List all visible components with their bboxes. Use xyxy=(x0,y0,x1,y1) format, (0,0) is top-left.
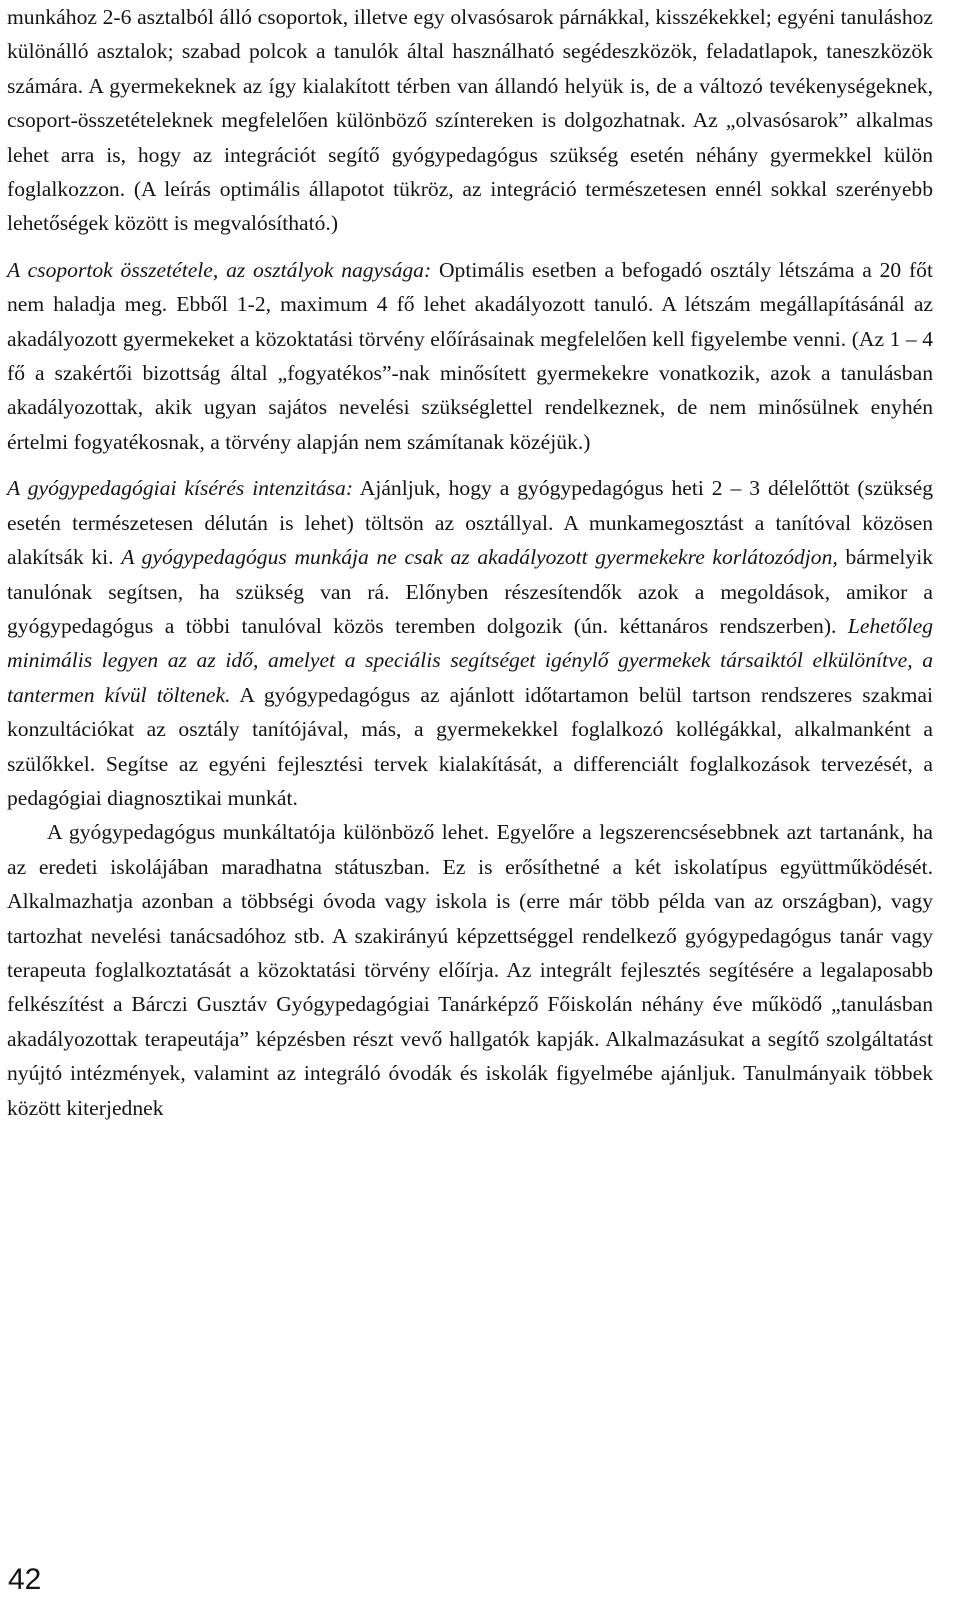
paragraph-text: A gyógypedagógus az ajánlott időtartamon belül tartson rendszeres szakmai konzultációkat az osztály tanítójával, más, a gyermekekkel foglalkozó kollégákkal, alkalmanként a szülőkkel. Segítse az egyéni fejlesztési tervek kialakítását, a differenciált foglalkozások tervezését, a pedagógiai diagnosztikai munkát. xyxy=(7,682,933,810)
italic-heading: A gyógypedagógiai kísérés intenzitása: xyxy=(7,476,354,501)
paragraph-group-composition xyxy=(7,253,933,459)
document-page xyxy=(7,0,933,1125)
italic-emphasis: Lehetőleg minimális legyen az az idő, amelyet a speciális segítséget igénylő gyermekek társaiktól elkülönítve, a tantermen kívül töltenek. xyxy=(7,613,933,707)
paragraph-classroom-layout xyxy=(7,0,933,241)
italic-emphasis: A gyógypedagógus munkája ne csak az akadályozott gyermekekre korlátozódjon, xyxy=(121,545,838,570)
page-number: 42 xyxy=(8,1563,42,1596)
paragraph-text: Optimális esetben a befogadó osztály létszáma a 20 főt nem haladja meg. Ebből 1-2, maximum 4 fő lehet akadályozott tanuló. A létszám megállapításánál az akadályozott gyermekeket a közoktatási törvény előírásainak megfelelően kell figyelembe venni. (Az 1 – 4 fő a szakértői bizottság által „fogyatékos”-nak minősített gyermekekre vonatkozik, azok a tanulásban akadályozottak, akik ugyan sajátos nevelési szükséglettel rendelkeznek, de nem minősülnek enyhén értelmi fogyatékosnak, a törvény alapján nem számítanak közéjük.) xyxy=(7,257,933,454)
paragraph-text: munkához 2-6 asztalból álló csoportok, illetve egy olvasósarok párnákkal, kisszékekkel; egyéni tanuláshoz különálló asztalok; szabad polcok a tanulók által használható segédeszközök, feladatlapok, taneszközök számára. A gyermekeknek az így kialakított térben van állandó helyük is, de a változó tevékenységeknek, csoport-összetételeknek megfelelően különböző színtereken is dolgozhatnak. Az „olvasósarok” alkalmas lehet arra is, hogy az integrációt segítő gyógypedagógus szükség esetén néhány gyermekkel külön foglalkozzon. (A leírás optimális állapotot tükröz, az integráció természetesen ennél sokkal szerényebb lehetőségek között is megvalósítható.) xyxy=(7,5,933,236)
paragraph-employer xyxy=(7,815,933,1125)
paragraph-support-intensity xyxy=(7,471,933,815)
paragraph-text: A gyógypedagógus munkáltatója különböző lehet. Egyelőre a legszerencsésebbnek azt tartanánk, ha az eredeti iskolájában maradhatna státuszban. Ez is erősíthetné a két iskolatípus együttműködését. Alkalmazhatja azonban a többségi óvoda vagy iskola is (erre már több példa van az országban), vagy tartozhat nevelési tanácsadóhoz stb. A szakirányú képzettséggel rendelkező gyógypedagógus tanár vagy terapeuta foglalkoztatását a közoktatási törvény előírja. Az integrált fejlesztés segítésére a legalaposabb felkészítést a Bárczi Gusztáv Gyógypedagógiai Tanárképző Főiskolán néhány éve működő „tanulásban akadályozottak terapeutája” képzésben részt vevő hallgatók kapják. Alkalmazásukat a segítő szolgáltatást nyújtó intézmények, valamint az integráló óvodák és iskolák figyelmébe ajánljuk. Tanulmányaik többek között kiterjednek xyxy=(7,820,933,1120)
paragraph-text: Ajánljuk, hogy a gyógypedagógus heti 2 – 3 délelőttöt (szükség esetén természetesen délután is lehet) töltsön az osztállyal. A munkamegosztást a tanítóval közösen alakítsák ki. xyxy=(7,476,933,570)
italic-heading: A csoportok összetétele, az osztályok nagysága: xyxy=(7,257,432,282)
paragraph-text: bármelyik tanulónak segítsen, ha szükség van rá. Előnyben részesítendők azok a megoldások, amikor a gyógypedagógus a többi tanulóval közös teremben dolgozik (ún. kéttanáros rendszerben). xyxy=(7,545,933,638)
